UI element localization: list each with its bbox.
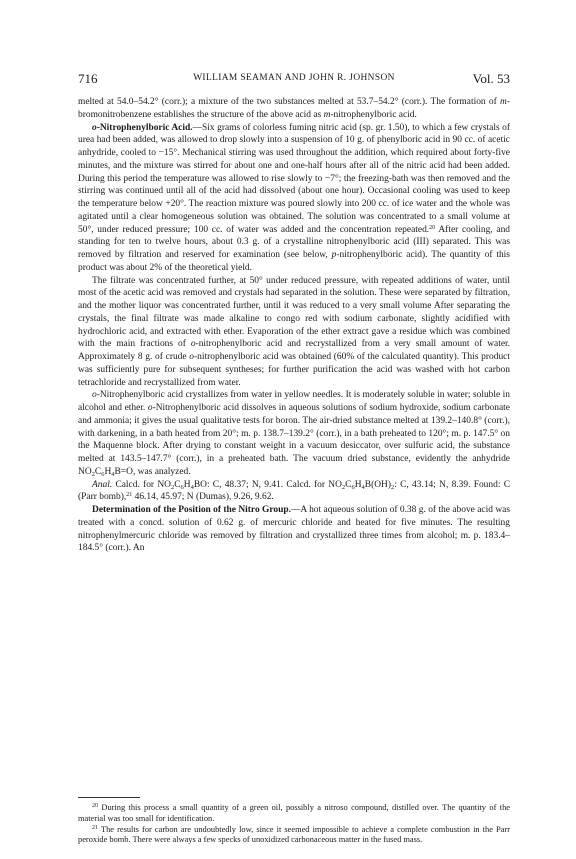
page-header bbox=[78, 71, 510, 87]
footnotes bbox=[78, 803, 510, 846]
paragraph-analysis: Anal. Calcd. for $NO_2C_6H_4BO$: C, 48.37; N, 9.41. Calcd. for $NO_2C_6H_4B(OH)_2$: C, 43.14; N, 8.39. Found: C (Parr bomb),$^{21}$ 46.14, 45.97; N (Dumas), 9.26, 9.62. bbox=[78, 479, 510, 503]
running-title: WILLIAM SEAMAN AND JOHN R. JOHNSON bbox=[193, 73, 395, 83]
volume-label: Vol. 53 bbox=[472, 71, 510, 86]
paragraph-filtrate: The filtrate was concentrated further, at 50° under reduced pressure, with repeated additions of water, until most of the acetic acid was removed and crystals had separated in the solution. These were separated by filtration, and the mother liquor was concentrated further, until it was reduced to a very small volume After separating the crystals, the final filtrate was made alkaline to congo red with sodium carbonate, slightly acidified with hydrochloric acid, and extracted with ether. Evaporation of the ether extract gave a residue which was combined with the main fractions of o-nitrophenylboric acid and recrystallized from a very small amount of water. Approximately 8 g. of crude o-nitrophenylboric acid was obtained (60% of the calculated quantity). This product was sufficiently pure for subsequent syntheses; for further purification the acid was washed with hot carbon tetrachloride and recrystallized from water. bbox=[78, 275, 510, 388]
footnote-20: $^{20}$ During this process a small quantity of a green oil, possibly a nitroso compound, distilled over. The quantity of the material was too small for identification. bbox=[78, 803, 510, 823]
footnote-divider bbox=[78, 797, 140, 798]
paragraph-o-nitrophenylboric-acid: o-Nitrophenylboric Acid.—Six grams of colorless fuming nitric acid (sp. gr. 1.50), to which a few crystals of urea had been added, was allowed to drop slowly into a suspension of 10 g. of phenylboric acid in 90 cc. of acetic anhydride, cooled to −15°. Mechanical stirring was used throughout the addition, which required about forty-five minutes, and the mixture was stirred for about one and one-half hours after all of the nitric acid had been added. During this period the temperature was allowed to rise slowly to −7°; the freezing-bath was then removed and the stirring was continued until all of the acid had dissolved (about one hour). Occasional cooling was used to keep the temperature below +20°. The reaction mixture was poured slowly into 200 cc. of ice water and the whole was agitated until a clear homogeneous solution was obtained. The solution was concentrated to a small volume at 50°, under reduced pressure; 100 cc. of water was added and the concentration repeated.$^{20}$ After cooling, and standing for ten to twelve hours, about 0.3 g. of a crystalline nitrophenylboric acid (III) separated. This was removed by filtration and reserved for examination (see below, p-nitrophenylboric acid). The quantity of this product was about 2% of the theoretical yield. bbox=[78, 122, 511, 273]
paragraph-properties: o-Nitrophenylboric acid crystallizes from water in yellow needles. It is moderately soluble in water; soluble in alcohol and ether. o-Nitrophenylboric acid dissolves in aqueous solutions of sodium hydroxide, sodium carbonate and ammonia; it gives the usual qualitative tests for boron. The air-dried substance melted at 139.2–140.8° (corr.), with darkening, in a bath heated from 20°; m. p. 138.7–139.2° (corr.), in a bath preheated to 120°; m. p. 147.5° on the Maquenne block. After drying to constant weight in a vacuum desiccator, over sulfuric acid, the substance melted at 143.5–147.7° (corr.), in a preheated bath. The vacuum dried substance, evidently the anhydride $NO_2C_6H_4B=O$, was analyzed. bbox=[78, 390, 510, 478]
page-number: 716 bbox=[78, 71, 98, 86]
article-body bbox=[78, 96, 510, 555]
footnote-21: $^{21}$ The results for carbon are undoubtedly low, since it seemed impossible to achieve a complete combustion in the Parr peroxide bomb. There were always a few specks of unoxidized carbonaceous matter in the fused mass. bbox=[78, 824, 510, 845]
paragraph-nitro-group-position: Determination of the Position of the Nitro Group.—A hot aqueous solution of 0.38 g. of the above acid was treated with a concd. solution of 0.62 g. of mercuric chloride and heated for five minutes. The resulting nitrophenylmercuric chloride was removed by filtration and crystallized three times from alcohol; m. p. 183.4–184.5° (corr.). An bbox=[78, 505, 511, 554]
paragraph-continuation: melted at 54.0–54.2° (corr.); a mixture of the two substances melted at 53.7–54.2° (corr.). The formation of m-bromonitrobenzene establishes the structure of the above acid as m-nitrophenylboric acid. bbox=[78, 97, 510, 120]
